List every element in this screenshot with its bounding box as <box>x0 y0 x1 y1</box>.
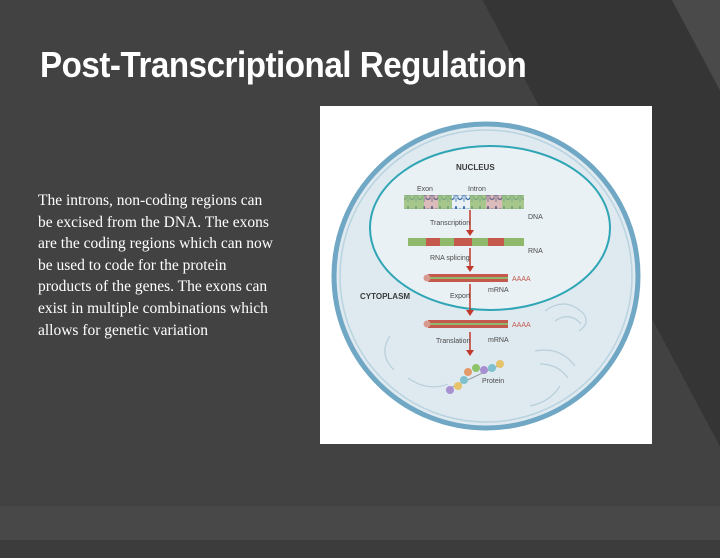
poly-a-tail-label-1: AAAA <box>512 276 531 283</box>
dna-label: DNA <box>528 214 543 221</box>
transcription-label: Transcription <box>430 220 471 227</box>
mrna-label-2: mRNA <box>488 337 509 344</box>
nucleus-label: NUCLEUS <box>456 163 495 172</box>
intron-label: Intron <box>468 186 486 193</box>
rna-splicing-label: RNA splicing <box>430 255 470 262</box>
mrna-strand-1 <box>424 274 509 282</box>
rna-strand <box>408 238 524 246</box>
exon-label: Exon <box>417 186 433 193</box>
diagram-svg <box>320 106 652 444</box>
gene-expression-diagram <box>320 106 652 444</box>
slide-title: Post-Transcriptional Regulation <box>40 44 527 85</box>
mrna-strand-2 <box>424 320 509 328</box>
protein-label: Protein <box>482 378 505 385</box>
bottom-bar <box>0 506 720 540</box>
translation-label: Translation <box>436 338 471 345</box>
poly-a-tail-label-2: AAAA <box>512 322 531 329</box>
mrna-label-1: mRNA <box>488 287 509 294</box>
rna-label: RNA <box>528 248 543 255</box>
export-label: Export <box>450 293 471 300</box>
slide-body-text: The introns, non-coding regions can be excised from the DNA. The exons are the coding regions which can now be used to code for the protein products of the genes. The exons can exist in multiple combinations which allows for genetic variation <box>38 192 274 339</box>
cytoplasm-label: CYTOPLASM <box>360 292 411 301</box>
